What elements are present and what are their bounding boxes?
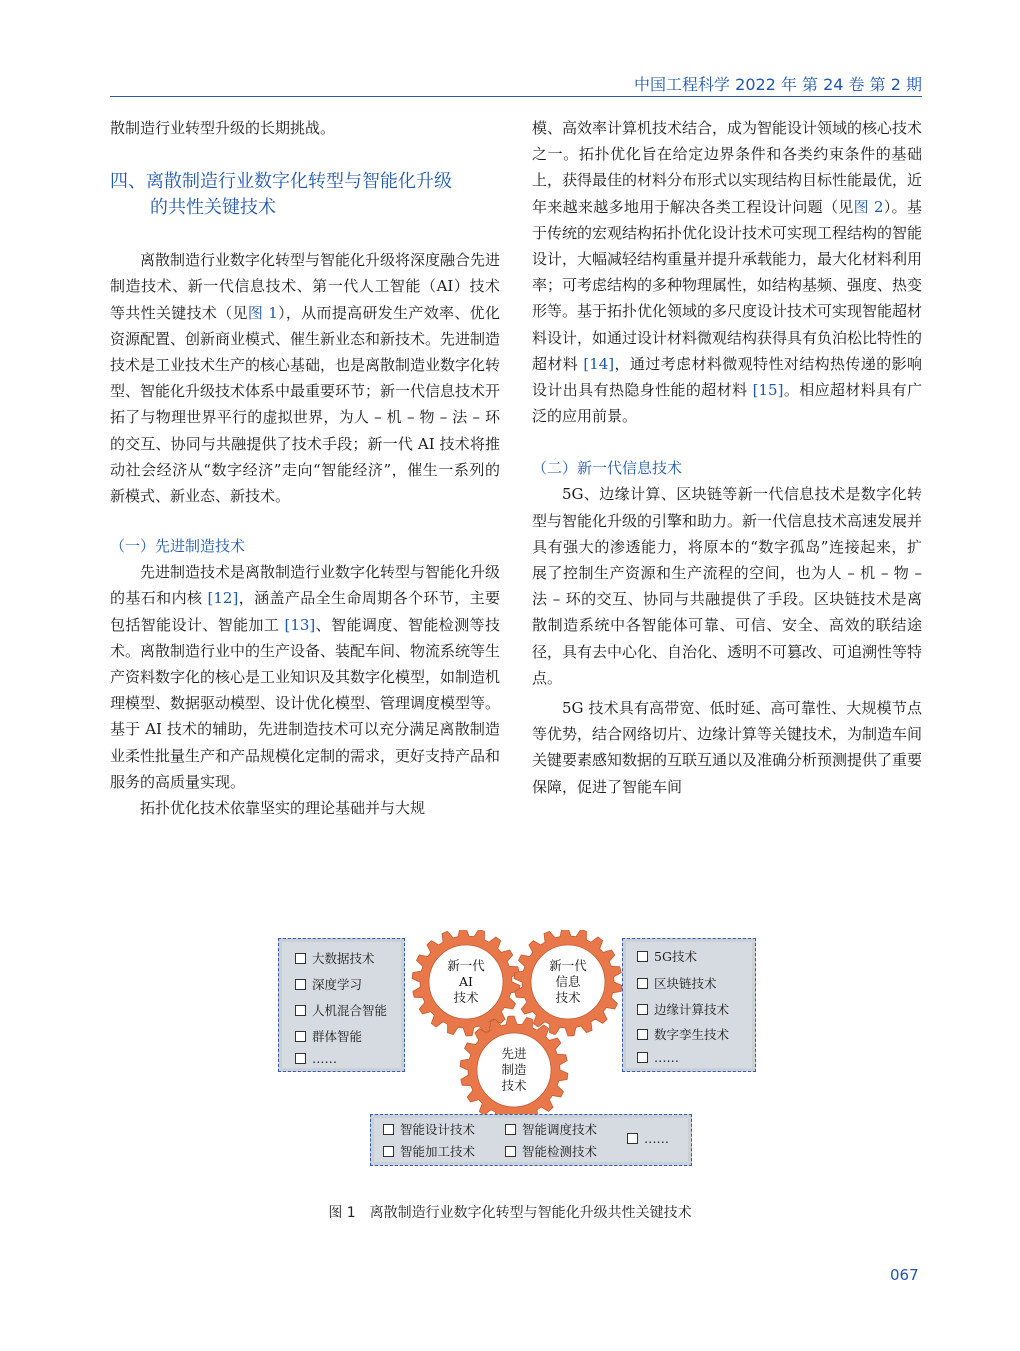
checkbox-icon	[295, 953, 306, 964]
figure-caption: 图 1 离散制造行业数字化转型与智能化升级共性关键技术	[328, 1205, 692, 1221]
list-item: ……	[627, 1131, 669, 1146]
list-item: ……	[637, 1050, 679, 1065]
checkbox-icon	[505, 1124, 516, 1135]
gear-info-label: 新一代 信息 技术	[549, 958, 587, 1005]
list-item: 5G技术	[637, 947, 697, 965]
text: 模、高效率计算机技术结合，成为智能设计领域的核心技术之一。拓扑优化旨在给定边界条件和各类约束条件的基础上，获得最佳的材料分布形式以实现结构目标性能最优，近年来越来越多地用于解决各类工程设计问题（见	[532, 119, 923, 216]
page-number: 067	[890, 1266, 919, 1284]
figure-link[interactable]: 图 2	[853, 197, 884, 216]
figure-link[interactable]: 图 1	[247, 303, 278, 322]
checkbox-icon	[383, 1124, 394, 1135]
paragraph	[110, 559, 500, 795]
text: 先进制造技术是离散制造行业数字化转型与智能化升级的基石和内核	[110, 563, 501, 608]
checkbox-icon	[505, 1146, 516, 1157]
list-item: 大数据技术	[295, 949, 375, 967]
list-item: ……	[295, 1051, 337, 1066]
subsection-title: （一）先进制造技术	[110, 537, 246, 556]
checkbox-icon	[295, 1031, 306, 1042]
subsection-title: （二）新一代信息技术	[532, 459, 683, 478]
ai-tech-box	[278, 938, 405, 1072]
text: ，通过考虑材料微观特性对结构热传递的影响设计出具有热隐身性能的超材料	[532, 354, 922, 400]
text: 、智能调度、智能检测等技术。离散制造行业中的生产设备、装配车间、物流系统等生产资料数字化的核心是工业知识及其数字化模型，如制造机理模型、数据驱动模型、设计优化模型、管理调度模型等。基于 AI 技术的辅助，先进制造技术可以充分满足离散制造业柔性批量生产和产品规模化定制的需求，更好支持产品和服务的高质量实现。	[110, 615, 501, 791]
figure-1	[270, 930, 760, 1170]
checkbox-icon	[637, 1052, 648, 1063]
right-column	[532, 115, 922, 800]
paragraph: 5G、边缘计算、区块链等新一代信息技术是数字化转型与智能化升级的引擎和助力。新一代信息技术高速发展并具有强大的渗透能力，将原本的“数字孤岛”连接起来，扩展了控制生产资源和生产流程的空间，也为人 – 机 – 物 – 法 – 环的交互、协同与共融提供了手段。区块链技术是离散制造系统中各智能体可靠、可信、安全、高效的联结途径，具有去中心化、自治化、透明不可篡改、可追溯性等特点。	[532, 485, 923, 687]
checkbox-icon	[295, 1005, 306, 1016]
journal-title: 中国工程科学 2022 年 第 24 卷 第 2 期	[634, 75, 922, 94]
left-column	[110, 115, 500, 821]
checkbox-icon	[383, 1146, 394, 1157]
text: ）。基于传统的宏观结构拓扑优化设计技术可实现工程结构的智能设计，大幅减轻结构重量并提升承载能力，最大化材料利用率；可考虑结构的多种物理属性，如结构基频、强度、热变形等。基于拓扑优化领域的多尺度设计技术可实现智能超材料设计，如通过设计材料微观结构获得具有负泊松比特性的超材料	[532, 197, 923, 373]
paragraph: 拓扑优化技术依靠坚实的理论基础并与大规	[140, 799, 426, 818]
citation-link[interactable]: [14]	[583, 354, 615, 373]
info-tech-box	[622, 938, 756, 1072]
checkbox-icon	[295, 979, 306, 990]
checkbox-icon	[295, 1053, 306, 1064]
text: 离散制造行业数字化转型与智能化升级将深度融合先进制造技术、新一代信息技术、第一代人工智能（AI）技术等共性关键技术（见	[110, 251, 501, 322]
list-item: 智能加工技术	[383, 1142, 475, 1160]
list-item: 智能调度技术	[505, 1120, 597, 1138]
checkbox-icon	[627, 1133, 638, 1144]
list-item: 区块链技术	[637, 974, 717, 992]
checkbox-icon	[637, 951, 648, 962]
text: ），从而提高研发生产效率、优化资源配置、创新商业模式、催生新业态和新技术。先进制造技术是工业技术生产的核心基础，也是离散制造业数字化转型、智能化升级技术体系中最重要环节；新一代信息技术开拓了与物理世界平行的虚拟世界，为人 – 机 – 物 – 法 – 环的交互、协同与共融提供了技术手段；新一代 AI 技术将推动社会经济从“数字经济”走向“智能经济”，催生一系列的新模式、新业态、新技术。	[110, 303, 501, 506]
list-item: 边缘计算技术	[637, 1000, 729, 1018]
checkbox-icon	[637, 1004, 648, 1015]
list-item: 群体智能	[295, 1027, 362, 1045]
gear-ai-label: 新一代 AI 技术	[447, 958, 485, 1005]
text: 。相应超材料具有广泛的应用前景。	[532, 381, 922, 426]
section-title	[110, 169, 500, 221]
list-item: 智能设计技术	[383, 1120, 475, 1138]
paragraph: 5G 技术具有高带宽、低时延、高可靠性、大规模节点等优势，结合网络切片、边缘计算等关键技术，为制造车间关键要素感知数据的互联互通以及准确分析预测提供了重要保障，促进了智能车间	[532, 699, 923, 796]
list-item: 数字孪生技术	[637, 1025, 729, 1043]
page-header	[110, 70, 922, 97]
mfg-tech-box	[370, 1114, 692, 1166]
paragraph	[532, 115, 922, 429]
gear-mfg-label: 先进 制造 技术	[501, 1046, 527, 1093]
list-item: 智能检测技术	[505, 1142, 597, 1160]
checkbox-icon	[637, 978, 648, 989]
list-item: 深度学习	[295, 975, 362, 993]
citation-link[interactable]: [12]	[207, 589, 239, 608]
text: ，涵盖产品全生命周期各个环节，主要包括智能设计、智能加工	[110, 589, 500, 634]
citation-link[interactable]: [15]	[752, 381, 784, 400]
section-title-line: 的共性关键技术	[150, 197, 276, 219]
checkbox-icon	[637, 1029, 648, 1040]
list-item: 人机混合智能	[295, 1001, 387, 1019]
section-title-line: 四、离散制造行业数字化转型与智能化升级	[110, 171, 452, 193]
paragraph	[110, 247, 500, 509]
citation-link[interactable]: [13]	[284, 615, 316, 634]
paragraph: 散制造行业转型升级的长期挑战。	[110, 119, 336, 137]
